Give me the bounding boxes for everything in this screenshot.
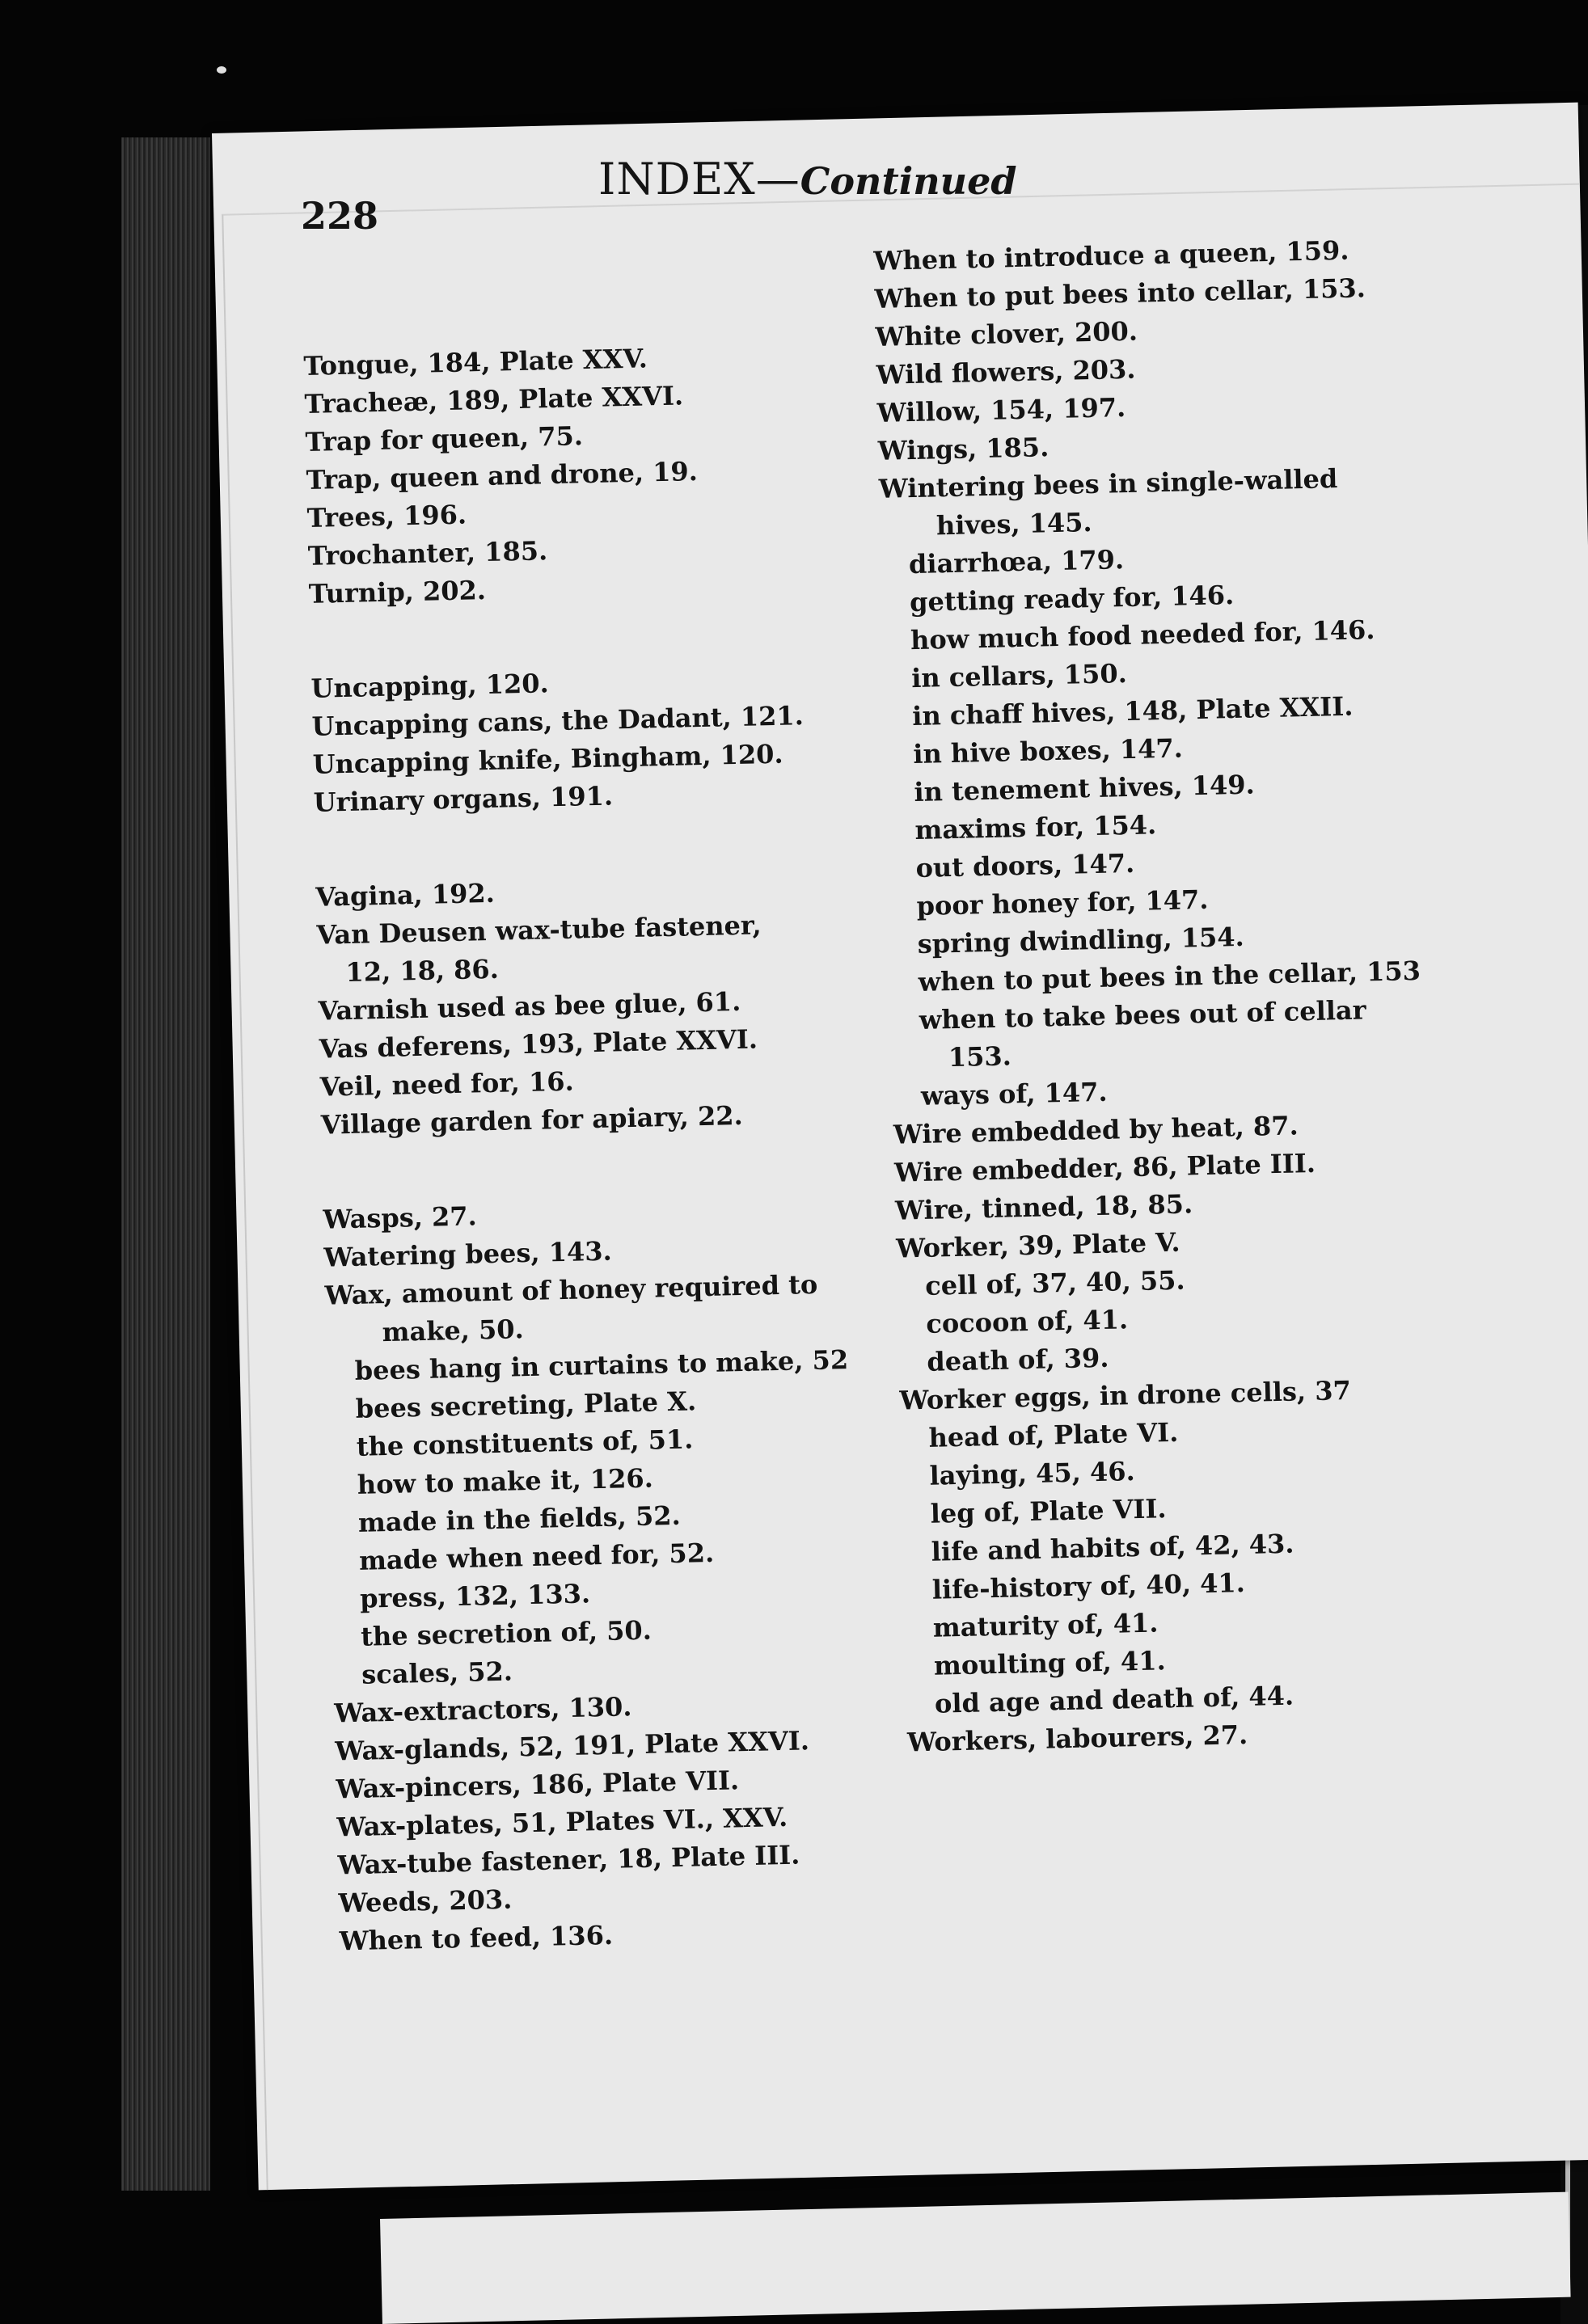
index-subentry: cell of, 37, 40, 55. (924, 1264, 1185, 1301)
index-entry: Wax, amount of honey required to (324, 1268, 818, 1311)
index-entry: Watering bees, 143. (323, 1235, 613, 1273)
index-entry: Wintering bees in single-walled (878, 463, 1338, 504)
page-bottom-edge (380, 2192, 1571, 2324)
index-entry: When to feed, 136. (339, 1919, 614, 1957)
index-entry: Worker eggs, in drone cells, 37 (899, 1374, 1352, 1416)
index-subentry: getting ready for, 146. (909, 579, 1235, 618)
index-entry: Wax-glands, 52, 191, Plate XXVI. (334, 1725, 810, 1767)
page-title (598, 154, 1017, 205)
index-entry: Wire embedded by heat, 87. (893, 1110, 1299, 1150)
index-subentry: the constituents of, 51. (356, 1424, 694, 1462)
index-group-v (315, 863, 984, 1145)
index-subentry: bees hang in curtains to make, 52 (354, 1344, 849, 1386)
index-subentry: in tenement hives, 149. (914, 769, 1256, 808)
index-entry: Van Deusen wax-tube fastener, (316, 909, 762, 951)
index-subentry: in chaff hives, 148, Plate XXII. (911, 690, 1354, 732)
index-entry: Uncapping cans, the Dadant, 121. (311, 700, 805, 742)
index-entry: Wings, 185. (877, 432, 1050, 466)
index-entry: Veil, need for, 16. (319, 1065, 575, 1103)
index-subentry: press, 132, 133. (359, 1578, 591, 1614)
index-subentry: life-history of, 40, 41. (931, 1567, 1246, 1605)
index-entry: Wild flowers, 203. (876, 353, 1136, 390)
index-entry: Wire embedder, 86, Plate III. (893, 1147, 1316, 1188)
index-subentry: moulting of, 41. (933, 1645, 1167, 1681)
index-entry: Wasps, 27. (323, 1200, 478, 1235)
index-subentry: laying, 45, 46. (929, 1456, 1136, 1491)
index-entry: Workers, labourers, 27. (906, 1719, 1248, 1758)
index-subentry: diarrhœa, 179. (908, 544, 1125, 580)
index-subentry: made in the fields, 52. (357, 1499, 682, 1538)
index-entry: Vas deferens, 193, Plate XXVI. (319, 1023, 758, 1065)
index-subentry: scales, 52. (361, 1655, 513, 1690)
index-entry: Wax-tube fastener, 18, Plate III. (337, 1839, 800, 1881)
index-subentry: bees secreting, Plate X. (355, 1386, 697, 1424)
index-entry-continuation: 12, 18, 86. (345, 953, 500, 989)
index-subentry: cocoon of, 41. (925, 1304, 1129, 1339)
index-entry-continuation: make, 50. (382, 1314, 525, 1348)
index-subentry: in cellars, 150. (910, 658, 1128, 694)
index-entry: Wax-plates, 51, Plates VI., XXV. (336, 1801, 788, 1843)
index-subentry: leg of, Plate VII. (930, 1493, 1167, 1529)
index-group-t (303, 332, 972, 614)
index-entry: Wax-pincers, 186, Plate VII. (336, 1765, 740, 1805)
index-entry: Trap for queen, 75. (305, 420, 584, 458)
index-entry: Trochanter, 185. (307, 535, 548, 572)
title-main: INDEX— (598, 154, 800, 205)
index-entry: Trap, queen and drone, 19. (306, 455, 699, 496)
index-entry: When to introduce a queen, 159. (873, 234, 1349, 276)
title-continued: Continued (800, 159, 1017, 203)
index-group-u (310, 655, 977, 822)
page-number: 228 (301, 194, 379, 238)
index-entry: White clover, 200. (875, 315, 1138, 352)
index-entry: Wax-extractors, 130. (333, 1691, 632, 1729)
index-entry: Uncapping knife, Bingham, 120. (312, 738, 783, 780)
index-entry: Willow, 154, 197. (876, 391, 1126, 428)
index-subentry: when to take bees out of cellar (919, 994, 1366, 1035)
index-entry: Uncapping, 120. (310, 668, 550, 704)
index-entry: Weeds, 203. (338, 1883, 513, 1919)
index-subentry: maturity of, 41. (932, 1607, 1159, 1643)
index-entry-continuation: hives, 145. (935, 506, 1092, 542)
index-subentry: poor honey for, 147. (916, 884, 1209, 922)
index-entry-continuation: 153. (948, 1040, 1012, 1073)
index-column-right (873, 227, 1570, 1761)
index-entry: Village garden for apiary, 22. (320, 1099, 744, 1141)
index-entry: Tracheæ, 189, Plate XXVI. (304, 380, 684, 420)
index-entry: Varnish used as bee glue, 61. (318, 985, 741, 1027)
index-entry: Trees, 196. (306, 499, 467, 534)
index-subentry: out doors, 147. (915, 847, 1135, 884)
speck-mark (217, 66, 226, 74)
index-entry: Turnip, 202. (308, 574, 487, 609)
index-entry: Worker, 39, Plate V. (895, 1226, 1180, 1264)
index-entry: Wire, tinned, 18, 85. (894, 1188, 1193, 1226)
index-entry: Vagina, 192. (315, 877, 496, 913)
book-page-edges (121, 137, 210, 2191)
index-entry: Urinary organs, 191. (313, 780, 614, 818)
index-subentry: when to put bees in the cellar, 153 (918, 955, 1421, 998)
index-subentry: death of, 39. (927, 1342, 1109, 1377)
index-subentry: spring dwindling, 154. (917, 921, 1245, 960)
index-subentry: maxims for, 154. (914, 809, 1157, 846)
index-entry: When to put bees into cellar, 153. (874, 272, 1366, 314)
index-subentry: old age and death of, 44. (934, 1680, 1294, 1719)
index-subentry: ways of, 147. (920, 1076, 1108, 1111)
index-subentry: head of, Plate VI. (928, 1416, 1179, 1453)
index-entry: Tongue, 184, Plate XXV. (303, 343, 648, 382)
index-subentry: the secretion of, 50. (360, 1614, 653, 1652)
index-subentry: how to make it, 126. (357, 1462, 654, 1500)
index-subentry: life and habits of, 42, 43. (931, 1528, 1294, 1567)
index-subentry: in hive boxes, 147. (912, 732, 1184, 770)
index-subentry: made when need for, 52. (358, 1537, 715, 1576)
index-subentry: how much food needed for, 146. (910, 614, 1375, 656)
